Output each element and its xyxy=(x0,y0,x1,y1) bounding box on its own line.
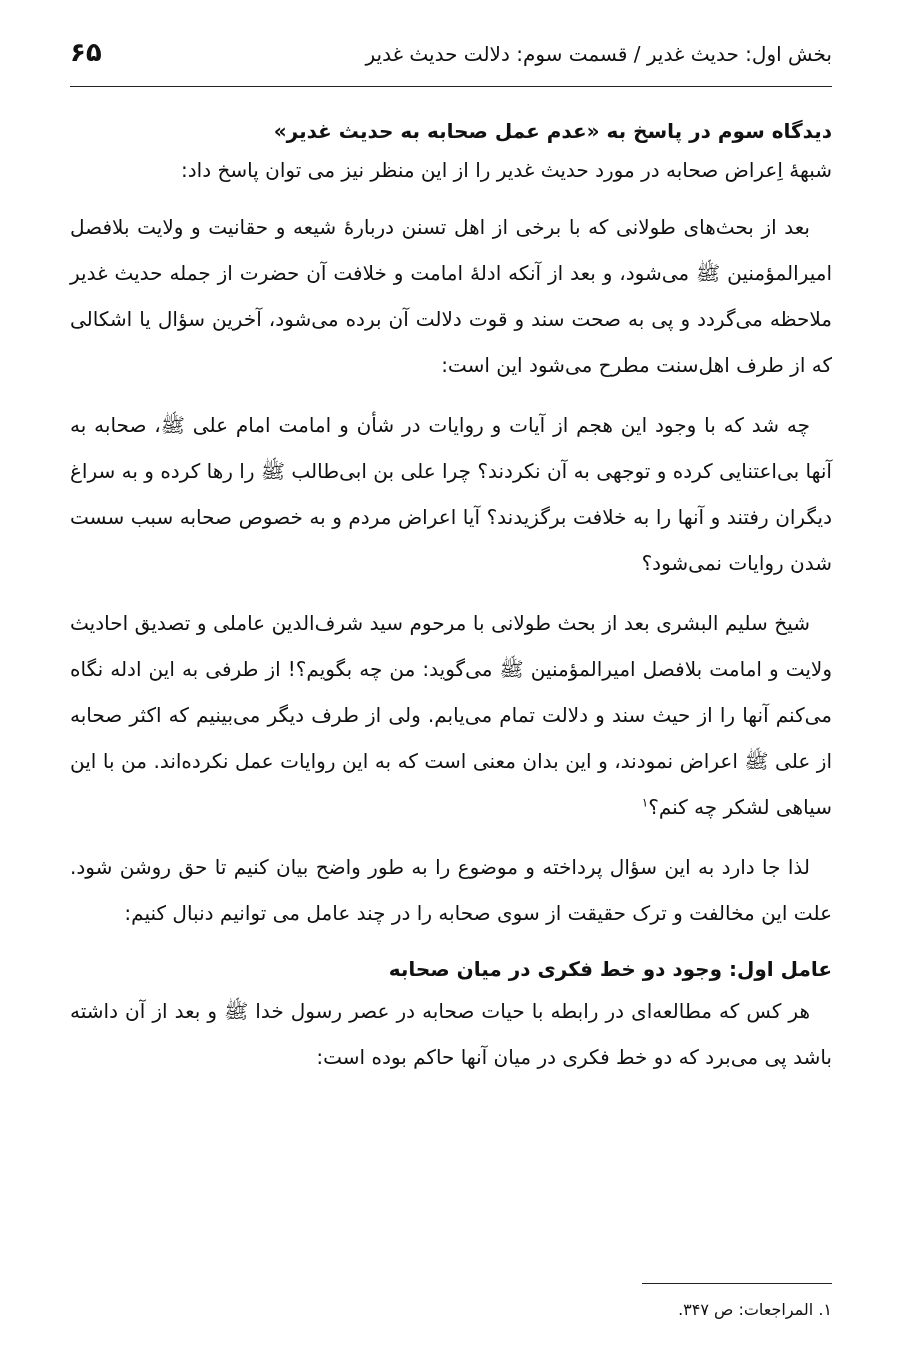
main-text xyxy=(70,112,832,1080)
section-heading: دیدگاه سوم در پاسخ به «عدم عمل صحابه به حدیث غدیر» xyxy=(273,119,832,143)
intro-paragraph: شبههٔ اِعراض صحابه در مورد حدیث غدیر را از این منظر نیز می توان پاسخ داد: xyxy=(181,158,832,182)
page-header xyxy=(70,30,832,87)
running-title: بخش اول: حدیث غدیر / قسمت سوم: دلالت حدیث غدیر xyxy=(365,42,832,66)
footnote-reference[interactable]: ۱ xyxy=(641,795,649,810)
footnote-divider xyxy=(642,1283,832,1284)
paragraph-1: بعد از بحث‌های طولانی که با برخی از اهل تسنن دربارهٔ شیعه و حقانیت و ولایت بلافصل امیرالمؤمنین ﷺ می‌شود، و بعد از آنکه ادلهٔ امامت و خلافت آن حضرت از جمله حدیث غدیر ملاحظه می‌گردد و پی به صحت سند و قوت دلالت آن برده می‌شود، آخرین سؤال یا اشکالی که از طرف اهل‌سنت مطرح می‌شود این است: xyxy=(70,215,832,377)
subsection-paragraph: هر کس که مطالعه‌ای در رابطه با حیات صحابه در عصر رسول خدا ﷺ و بعد از آن داشته باشد پی می‌برد که دو خط فکری در میان آنها حاکم بوده است: xyxy=(70,999,832,1069)
quote-paragraph xyxy=(70,600,832,830)
closing-paragraph: لذا جا دارد به این سؤال پرداخته و موضوع را به طور واضح بیان کنیم تا حق روشن شود. علت این مخالفت و ترک حقیقت از سوی صحابه را در چند عامل می توانیم دنبال کنیم: xyxy=(70,855,832,925)
page-number: ۶۵ xyxy=(70,38,102,68)
paragraph-2: چه شد که با وجود این هجم از آیات و روایات در شأن و امامت امام علی ﷺ، صحابه به آنها بی‌اعتنایی کرده و توجهی به آن نکردند؟ چرا علی بن ابی‌طالب ﷺ را رها کرده و به سراغ دیگران رفتند و آنها را به خلافت برگزیدند؟ آیا اعراض مردم و به خصوص صحابه سبب سست شدن روایات نمی‌شود؟ xyxy=(70,413,832,575)
quote-text: شیخ سلیم البشری بعد از بحث طولانی با مرحوم سید شرف‌الدین عاملی و تصدیق احادیث ولایت و امامت بلافصل امیرالمؤمنین ﷺ می‌گوید: من چه بگویم؟! از طرفی به این ادله نگاه می‌کنم آنها را از حیث سند و دلالت تمام می‌یابم. ولی از طرف دیگر می‌بینیم که اکثر صحابه از علی ﷺ اعراض نمودند، و این بدان معنی است که به این روایات عمل نکرده‌اند. من با این سیاهی لشکر چه کنم؟ xyxy=(70,611,832,819)
subsection-heading: عامل اول: وجود دو خط فکری در میان صحابه xyxy=(388,957,832,981)
footnote: ۱. المراجعات: ص ۳۴۷. xyxy=(678,1300,832,1319)
